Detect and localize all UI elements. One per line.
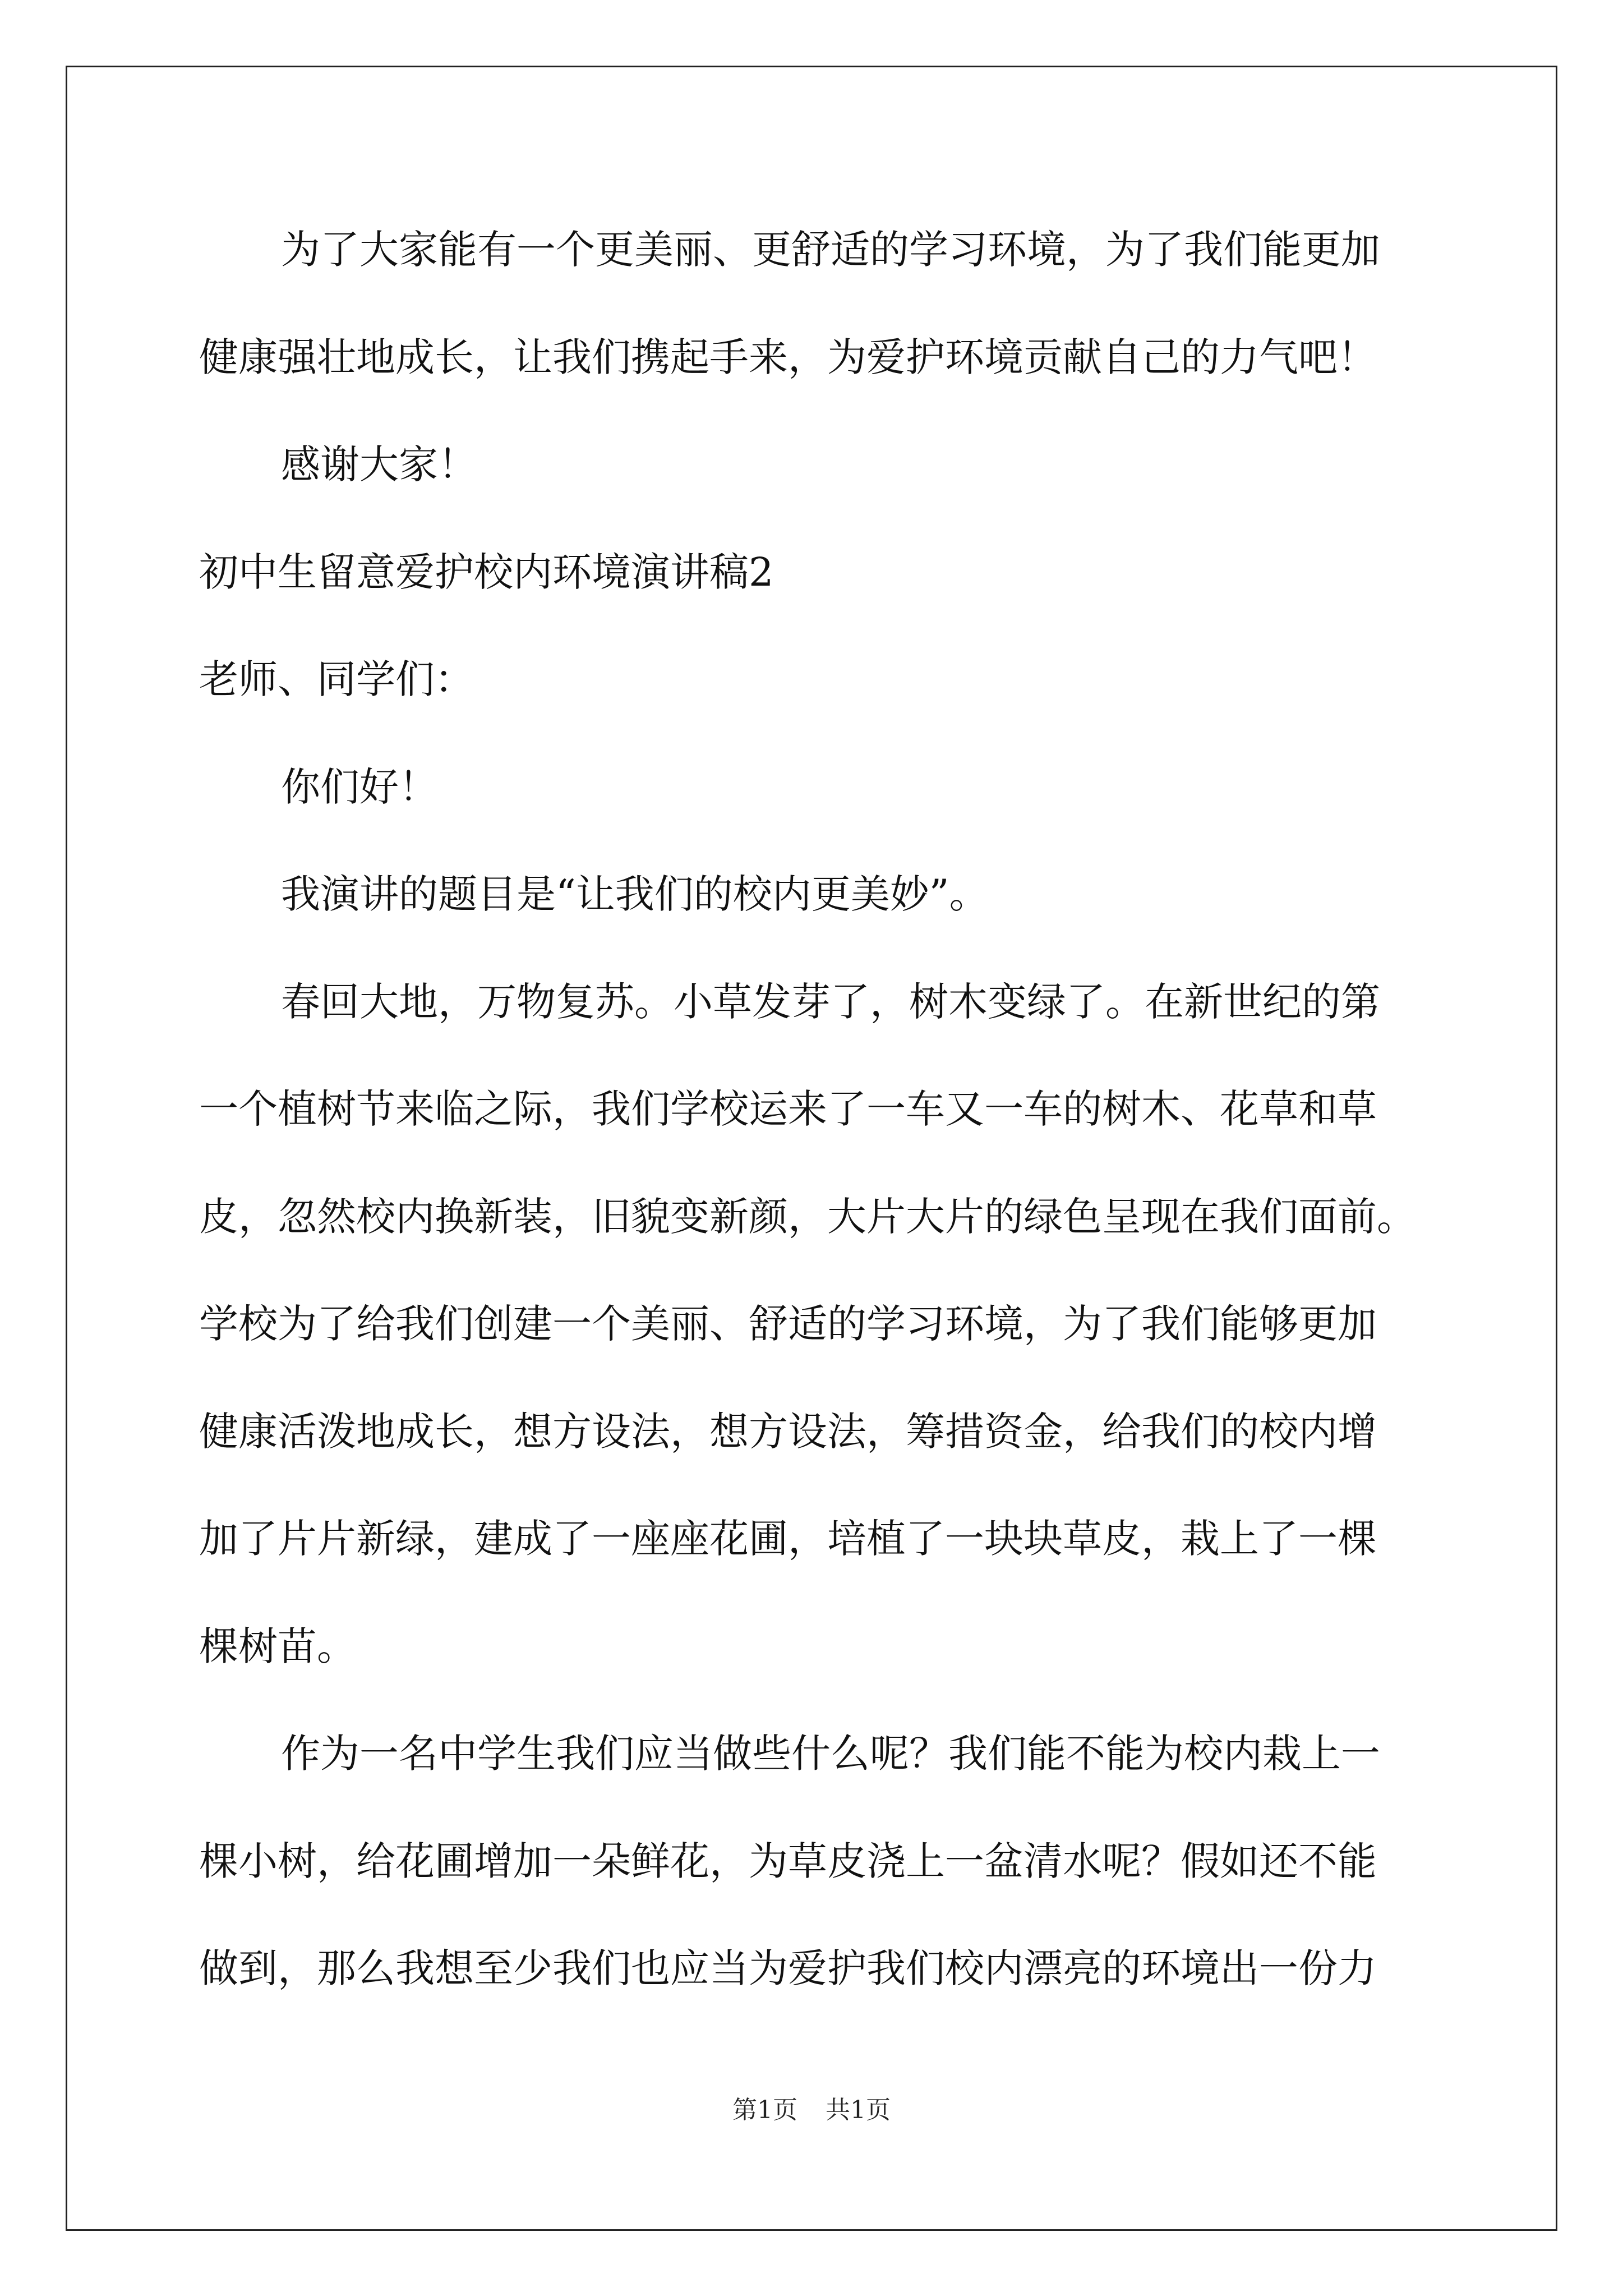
text-line: 加了片片新绿，建成了一座座花圃，培植了一块块草皮，栽上了一棵	[199, 1516, 1377, 1562]
text-line: 我演讲的题目是“让我们的校内更美妙”。	[281, 871, 989, 917]
page-number: 第1页	[732, 2096, 797, 2124]
section-title: 初中生留意爱护校内环境演讲稿2	[199, 549, 774, 595]
text-line: 学校为了给我们创建一个美丽、舒适的学习环境，为了我们能够更加	[199, 1301, 1377, 1347]
page-footer	[0, 2093, 1623, 2127]
text-line: 作为一名中学生我们应当做些什么呢？我们能不能为校内栽上一	[281, 1731, 1380, 1777]
text-line: 健康活泼地成长，想方设法，想方设法，筹措资金，给我们的校内增	[199, 1409, 1377, 1455]
text-line: 棵树苗。	[199, 1623, 356, 1669]
text-line: 为了大家能有一个更美丽、更舒适的学习环境，为了我们能更加	[281, 227, 1380, 273]
page-border	[66, 66, 1557, 2231]
text-line: 你们好！	[281, 764, 438, 810]
text-line: 感谢大家！	[281, 441, 477, 487]
text-line: 一个植树节来临之际，我们学校运来了一车又一车的树木、花草和草	[199, 1086, 1377, 1132]
text-line: 健康强壮地成长，让我们携起手来，为爱护环境贡献自己的力气吧！	[199, 334, 1377, 380]
text-line: 皮，忽然校内换新装，旧貌变新颜，大片大片的绿色呈现在我们面前。	[199, 1194, 1416, 1240]
text-line: 棵小树，给花圃增加一朵鲜花，为草皮浇上一盆清水呢？假如还不能	[199, 1838, 1377, 1884]
text-line: 做到，那么我想至少我们也应当为爱护我们校内漂亮的环境出一份力	[199, 1945, 1377, 1991]
salutation: 老师、同学们：	[199, 656, 474, 702]
text-line: 春回大地，万物复苏。小草发芽了，树木变绿了。在新世纪的第	[281, 979, 1380, 1025]
page-total: 共1页	[826, 2096, 891, 2124]
